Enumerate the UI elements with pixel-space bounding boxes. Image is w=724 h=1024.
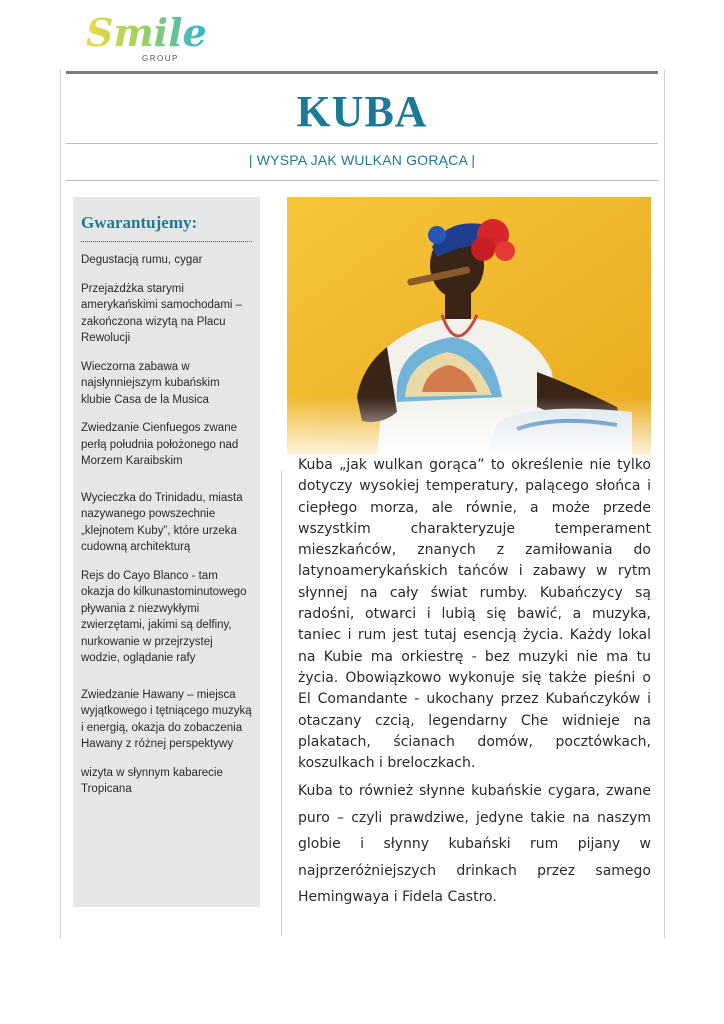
logo-brand-text: Smile: [86, 10, 207, 55]
list-item: Rejs do Cayo Blanco - tam okazja do kilkunastominutowego pływania z niezwykłymi zwierzętami, jakimi są delfiny, nurkowanie w przejrzystej wodzie, oglądanie rafy: [81, 569, 247, 664]
smile-group-logo: [84, 6, 207, 64]
list-item: Przejażdżka starymi amerykańskimi samochodami – zakończona wizytą na Placu Rewolucji: [81, 282, 243, 344]
article-paragraph-1: Kuba „jak wulkan gorąca” to określenie nie tylko dotyczy wysokiej temperatury, palącego słońca i ciepłego morza, ale równie, a może przede wszystkim charakteryzuje temperament mieszkańców, znanych z zamiłowania do latynoamerykańskich tańców i zabawy w rytm słynnej na cały świat rumby. Kubańczycy są radośni, otwarci i lubią się bawić, a muzyka, taniec i rum jest tutaj esencją życia. Każdy lokal na Kubie ma orkiestrę - bez muzyki nie ma tu życia. Obowiązkowo wykonuje się także pieśni o El Comandante - ukochany przez Kubańczyków i otaczany czcią, legendarny Che widnieje na plakatach, ścianach domów, pocztówkach, koszulkach i breloczkach.: [298, 457, 651, 772]
article-body: [298, 455, 651, 915]
subtitle-divider: [66, 180, 658, 181]
cuban-woman-photo: [287, 197, 651, 455]
header-top-rule: [66, 71, 658, 74]
page-title: KUBA: [296, 87, 428, 136]
list-item: Wycieczka do Trinidadu, miasta nazywanego powszechnie „klejnotem Kuby”, które urzeka cudowną architekturą: [81, 491, 243, 553]
page-subtitle: | WYSPA JAK WULKAN GORĄCA |: [248, 152, 476, 168]
frame-right-border: [664, 70, 665, 938]
list-item: Zwiedzanie Hawany – miejsca wyjątkowego i tętniącego muzyką i energią, okazja do zobaczenia Hawany z różnej perspektywy: [81, 688, 252, 750]
frame-left-border: [60, 70, 61, 938]
list-item: wizyta w słynnym kabarecie Tropicana: [81, 766, 223, 795]
logo-sub-text: GROUP: [142, 54, 179, 63]
list-item: Degustacją rumu, cygar: [81, 254, 203, 266]
guarantee-sidebar: [73, 197, 260, 907]
guarantee-list: [81, 252, 252, 798]
column-divider: [281, 470, 282, 936]
list-item: Wieczorna zabawa w najsłynniejszym kubańskim klubie Casa de la Musica: [81, 360, 220, 406]
list-item: Zwiedzanie Cienfuegos zwane perłą południa położonego nad Morzem Karaibskim: [81, 422, 239, 467]
title-divider: [66, 143, 658, 144]
sidebar-heading: Gwarantujemy:: [81, 213, 252, 242]
article-paragraph-2: Kuba to również słynne kubańskie cygara, zwane puro – czyli prawdziwe, jedyne takie na naszym globie i słynny kubański rum pijany w najprzeróżniejszych drinkach przez samego Hemingwaya i Fidela Castro.: [298, 783, 651, 906]
